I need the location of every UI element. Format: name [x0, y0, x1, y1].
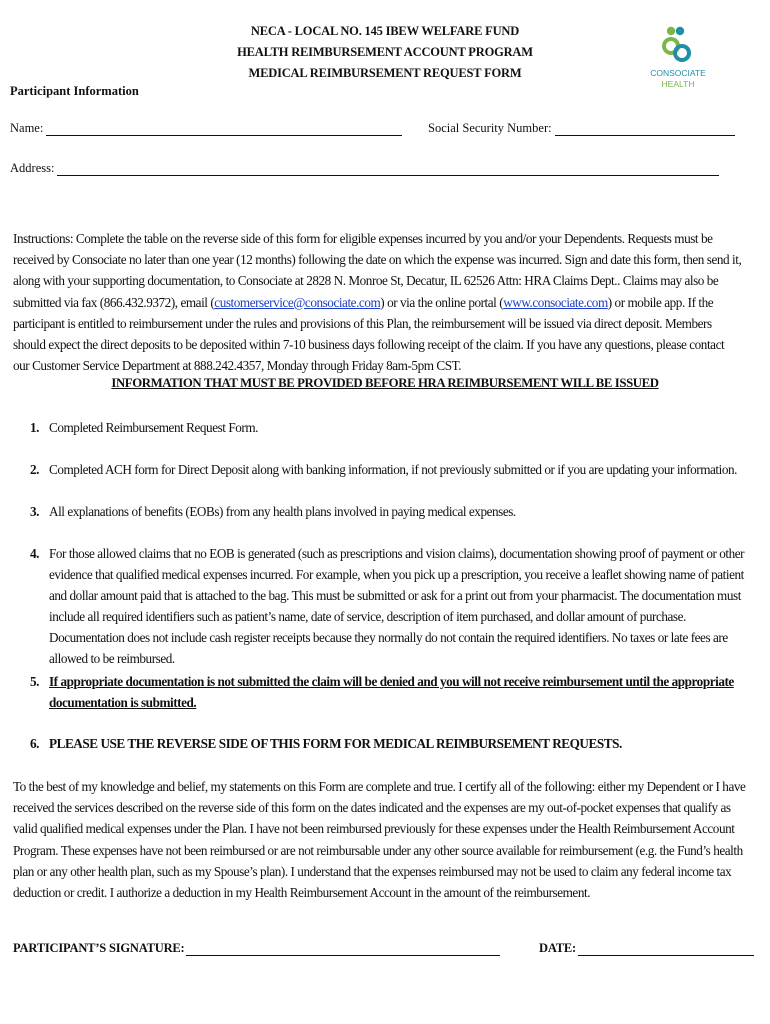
- portal-link[interactable]: www.consociate.com: [503, 294, 608, 310]
- item-number: 3.: [30, 504, 39, 519]
- instructions-text-3: ) or mobile app. If the participant is entitled to reimbursement under the rules and provisions of this Plan, the reimbursement will be issued via direct deposit. Members should expect the direct deposits to be deposited within 7-10 business days following receipt of the claim. If you have any questions, please contact our Customer Service Department at 888.242.4357, Monday through Friday 8am-5pm CST.: [13, 294, 725, 374]
- item-number: 1.: [30, 420, 39, 435]
- item-text: Completed Reimbursement Request Form.: [49, 420, 258, 435]
- address-field[interactable]: [57, 163, 719, 176]
- date-row: [539, 941, 754, 956]
- consociate-logo-icon: [646, 24, 710, 68]
- header-line-2: HEALTH REIMBURSEMENT ACCOUNT PROGRAM: [237, 45, 533, 59]
- header-line-1: NECA - LOCAL NO. 145 IBEW WELFARE FUND: [250, 24, 520, 38]
- name-label: Name:: [10, 121, 44, 135]
- signature-field[interactable]: [186, 943, 500, 956]
- email-link[interactable]: customerservice@consociate.com: [214, 294, 381, 310]
- instructions-text-2: ) or via the online portal (: [380, 294, 504, 310]
- signature-row: [13, 941, 500, 956]
- item-text: For those allowed claims that no EOB is generated (such as prescriptions and vision claims), documentation showing proof of payment or other evidence that qualified medical expenses incurred. For example, when you pick up a prescription, you receive a leaflet showing name of patient and dollar amount paid that is attached to the bag. This must be submitted or ask for a print out from your pharmacist. The documentation must include all required identifiers such as patient’s name, date of service, description of item purchased, and dollar amount of purchase. Documentation does not include cash register receipts because they normally do not contain the required identifiers. No taxes or late fees are allowed to be reimbursed.: [49, 546, 745, 666]
- address-label: Address:: [10, 161, 55, 175]
- item-number: 2.: [30, 462, 39, 477]
- item-text: PLEASE USE THE REVERSE SIDE OF THIS FORM FOR MEDICAL REIMBURSEMENT REQUESTS.: [49, 736, 622, 751]
- item-text: Completed ACH form for Direct Deposit along with banking information, if not previously submitted or if you are updating your information.: [49, 462, 737, 477]
- item-text: If appropriate documentation is not submitted the claim will be denied and you will not receive reimbursement until the appropriate documentation is submitted.: [49, 674, 734, 710]
- certification-paragraph: To the best of my knowledge and belief, my statements on this Form are complete and true. I certify all of the following: either my Dependent or I have received the services described on the reverse side of this form on the dates indicated and the expenses are my out-of-pocket expenses that qualify as valid qualified medical expenses under the Plan. I have not been reimbursed previously for these expenses under the Health Reimbursement Account Program. These expenses have not been reimbursed or are not reimbursable under any other source available for reimbursement (e.g. the Fund’s health plan or any other health plan, such as my Spouse’s plan). I understand that the expenses reimbursed may not be used to claim any federal income tax deduction or credit. I authorize a deduction in my Health Reimbursement Account in the amount of the reimbursement.: [13, 779, 746, 901]
- requirement-item-3: [30, 502, 750, 523]
- item-number: 6.: [30, 736, 39, 751]
- requirement-item-1: [30, 418, 750, 439]
- header-line-3: MEDICAL REIMBURSEMENT REQUEST FORM: [248, 66, 522, 80]
- instructions-paragraph: [13, 228, 743, 376]
- date-label: DATE:: [539, 941, 576, 955]
- logo-line-1: CONSOCIATE: [650, 68, 706, 78]
- participant-info-title: Participant Information: [10, 84, 139, 98]
- address-row: [10, 161, 719, 176]
- requirement-item-2: [30, 460, 750, 481]
- ssn-row: [428, 121, 735, 136]
- item-number: 4.: [30, 546, 39, 561]
- consociate-logo-text: [646, 68, 710, 90]
- signature-label: PARTICIPANT’S SIGNATURE:: [13, 941, 185, 955]
- date-field[interactable]: [578, 943, 754, 956]
- ssn-field[interactable]: [555, 123, 735, 136]
- item-number: 5.: [30, 674, 39, 689]
- item-text: All explanations of benefits (EOBs) from any health plans involved in paying medical expenses.: [49, 504, 516, 519]
- logo-line-2: HEALTH: [661, 79, 695, 89]
- requirement-item-6: [30, 734, 750, 755]
- instructions-text-1: Instructions: Complete the table on the reverse side of this form for eligible expenses incurred by you and/or your Dependents. Requests must be received by Consociate no later than one year (12 months) following the date on which the expense was incurred. Sign and date this form, then send it, along with your supporting documentation, to Consociate at 2828 N. Monroe St, Decatur, IL 62526 Attn: HRA Claims Dept.. Claims may also be submitted via fax (866.432.9372), email (: [13, 231, 742, 310]
- requirement-item-4: [30, 544, 750, 669]
- name-row: [10, 121, 402, 136]
- name-field[interactable]: [46, 123, 402, 136]
- ssn-label: Social Security Number:: [428, 121, 552, 135]
- requirement-item-5: [30, 672, 750, 714]
- info-required-title: INFORMATION THAT MUST BE PROVIDED BEFORE HRA REIMBURSEMENT WILL BE ISSUED: [111, 376, 659, 390]
